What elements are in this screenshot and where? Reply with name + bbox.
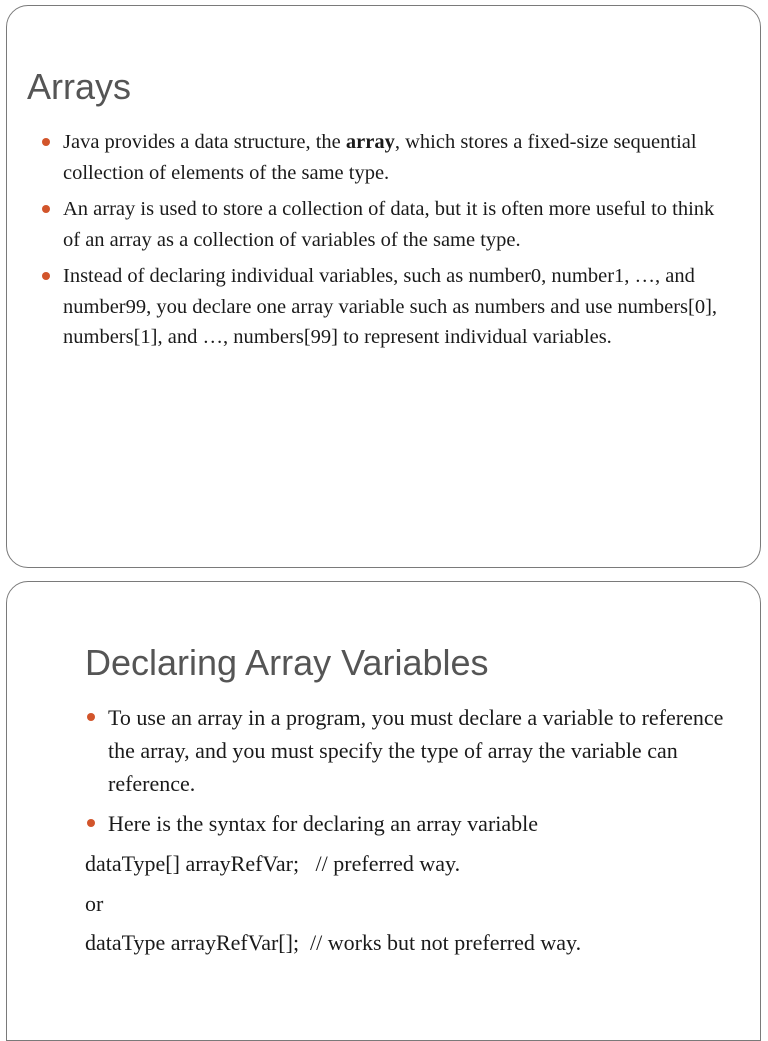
bullet-dot-icon [87,819,95,827]
bullet-text: Instead of declaring individual variables, such as number0, number1, …, and number99, you declare one array variable such as numbers and use numbers[0], numbers[1], and …, numbers[99] to represent individual variables. [63,265,718,348]
list-item [63,127,733,188]
bullet-text: An array is used to store a collection of data, but it is often more useful to think of an array as a collection of variables of the same type. [63,198,715,251]
bullet-text: To use an array in a program, you must declare a variable to reference the array, and you must specify the type of array the variable can reference. [108,705,724,796]
slide-declaring-array-variables [6,581,761,1041]
slide-title: Arrays [27,66,132,107]
code-line-preferred: dataType[] arrayRefVar; // preferred way. [85,851,461,876]
bullet-text-bold: array [345,131,395,153]
bullet-dot-icon [42,205,50,213]
bullet-text-start: Java provides a data structure, the [63,131,346,153]
bullet-dot-icon [87,713,95,721]
list-item [108,807,728,840]
list-item [63,261,733,353]
bullet-list [63,127,733,359]
code-line-alternative: dataType arrayRefVar[]; // works but not preferred way. [85,930,582,955]
bullet-text-end: , which stores a fixed-size sequential collection of elements of the same type. [63,131,697,184]
slide-arrays [6,5,761,568]
list-item [108,701,728,800]
list-item [63,194,733,255]
bullet-dot-icon [42,138,50,146]
slide-title: Declaring Array Variables [85,642,489,683]
bullet-text: Here is the syntax for declaring an array variable [108,811,539,836]
bullet-dot-icon [42,272,50,280]
or-text: or [85,891,104,916]
bullet-list [108,701,728,847]
